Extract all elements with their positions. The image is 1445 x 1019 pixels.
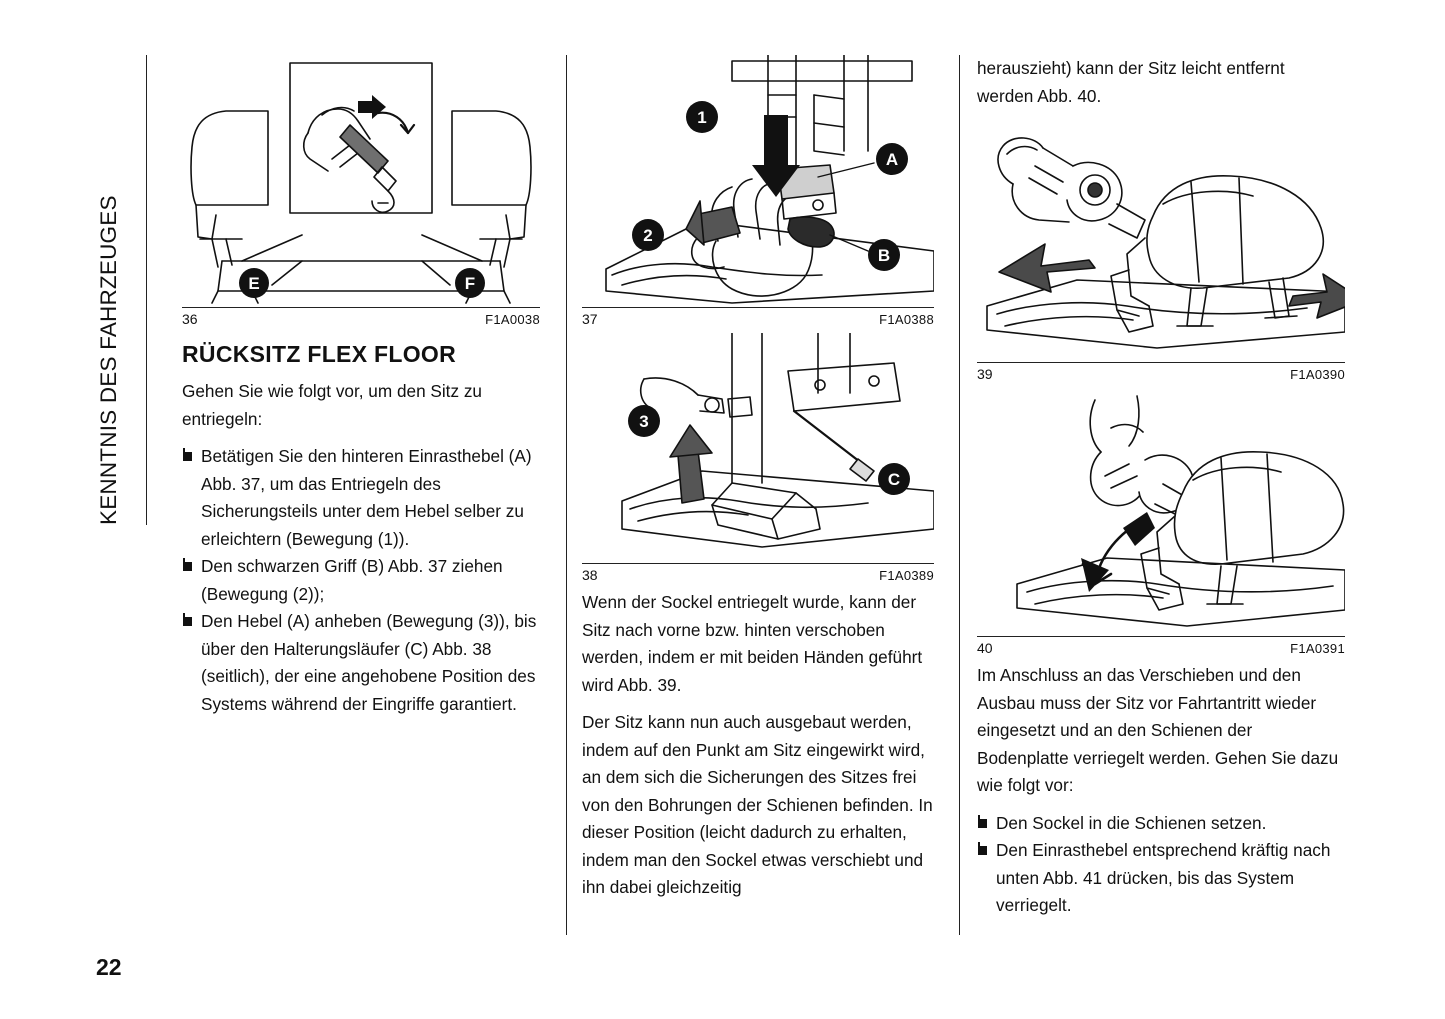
base-lever-raise-svg [582, 333, 934, 561]
figure-40-number: 40 [977, 640, 993, 656]
figure-37-artwork [582, 55, 934, 305]
list-item: Den Sockel in die Schienen setzen. [977, 810, 1345, 838]
figure-37-callout-1 [686, 101, 718, 133]
column-2 [582, 55, 934, 912]
figure-36-callout-f [455, 268, 485, 298]
figure-39-caption [977, 362, 1345, 382]
column-3 [977, 55, 1345, 930]
chapter-title-vertical [96, 55, 142, 525]
section-heading: RÜCKSITZ FLEX FLOOR [182, 341, 457, 367]
unlock-steps-list [182, 443, 540, 718]
figure-39 [977, 120, 1345, 382]
figure-36-code: F1A0038 [485, 312, 540, 327]
figure-36-artwork [182, 55, 540, 305]
refit-steps-list [977, 810, 1345, 920]
svg-text:C: C [887, 470, 901, 489]
page-number: 22 [96, 954, 122, 980]
figure-38-callout-c [878, 463, 910, 495]
figure-37-code: F1A0388 [879, 312, 934, 327]
chapter-title-text: KENNTNIS DES FAHRZEUGES [96, 195, 121, 525]
seat-slide-svg [977, 120, 1345, 360]
svg-text:B: B [877, 246, 891, 265]
paragraph-refit-seat: Im Anschluss an das Verschieben und den Ausbau muss der Sitz vor Fahrtantritt wieder eingesetzt und an den Schienen der Bodenplatte verriegelt werden. Gehen Sie dazu wie folgt vor: [977, 665, 1339, 795]
seat-remove-svg [977, 388, 1345, 634]
figure-37-callout-b [868, 239, 900, 271]
figure-36-caption [182, 307, 540, 327]
svg-text:A: A [885, 150, 899, 169]
figure-38-artwork [582, 333, 934, 561]
list-item: Betätigen Sie den hinteren Einrasthebel (A) Abb. 37, um das Entriegeln des Sicherungsteils unter dem Hebel selber zu erleichtern (Bewegung (1)). [182, 443, 540, 553]
intro-paragraph: Gehen Sie wie folgt vor, um den Sitz zu entriegeln: [182, 381, 482, 429]
svg-text:E: E [248, 274, 260, 293]
figure-37-caption [582, 307, 934, 327]
figure-40-artwork [977, 388, 1345, 634]
svg-text:3: 3 [639, 412, 649, 431]
figure-37-number: 37 [582, 311, 598, 327]
figure-38-number: 38 [582, 567, 598, 583]
figure-37 [582, 55, 934, 327]
figure-39-code: F1A0390 [1290, 367, 1345, 382]
figure-40-code: F1A0391 [1290, 641, 1345, 656]
figure-39-number: 39 [977, 366, 993, 382]
figure-36-callout-e [239, 268, 269, 298]
chapter-title-rule [146, 55, 147, 525]
figure-40 [977, 388, 1345, 656]
paragraph-remove-seat: Der Sitz kann nun auch ausgebaut werden, indem auf den Punkt am Sitz eingewirkt wird, an dem sich die Sicherungen des Sitzes frei von den Bohrungen der Schienen befinden. In dieser Position (leicht dadurch zu erhalten, indem man den Sockel etwas verschiebt und ihn dabei gleichzeitig [582, 712, 933, 897]
figure-37-callout-2 [632, 219, 664, 251]
paragraph-continued: herauszieht) kann der Sitz leicht entfernt werden Abb. 40. [977, 58, 1285, 106]
latch-lever-hand-svg [582, 55, 934, 305]
seat-base-diagram-svg [182, 55, 540, 305]
figure-37-callout-a [876, 143, 908, 175]
paragraph-slide-seat: Wenn der Sockel entriegelt wurde, kann der Sitz nach vorne bzw. hinten verschoben werden, indem er mit beiden Händen geführt wird Abb. 39. [582, 592, 923, 695]
svg-text:F: F [464, 274, 476, 293]
figure-38-code: F1A0389 [879, 568, 934, 583]
list-item: Den Einrasthebel entsprechend kräftig nach unten Abb. 41 drücken, bis das System verriegelt. [977, 837, 1345, 920]
column-divider-1 [566, 55, 567, 935]
figure-39-artwork [977, 120, 1345, 360]
column-1 [182, 55, 540, 728]
svg-text:1: 1 [697, 108, 707, 127]
column-divider-2 [959, 55, 960, 935]
figure-36-number: 36 [182, 311, 198, 327]
list-item: Den Hebel (A) anheben (Bewegung (3)), bis über den Halterungsläufer (C) Abb. 38 (seitlich), der eine angehobene Position des Systems während der Eingriffe garantiert. [182, 608, 540, 718]
figure-36 [182, 55, 540, 327]
figure-38-caption [582, 563, 934, 583]
figure-38-callout-3 [628, 405, 660, 437]
figure-40-caption [977, 636, 1345, 656]
svg-text:2: 2 [643, 226, 653, 245]
list-item: Den schwarzen Griff (B) Abb. 37 ziehen (Bewegung (2)); [182, 553, 540, 608]
figure-38 [582, 333, 934, 583]
